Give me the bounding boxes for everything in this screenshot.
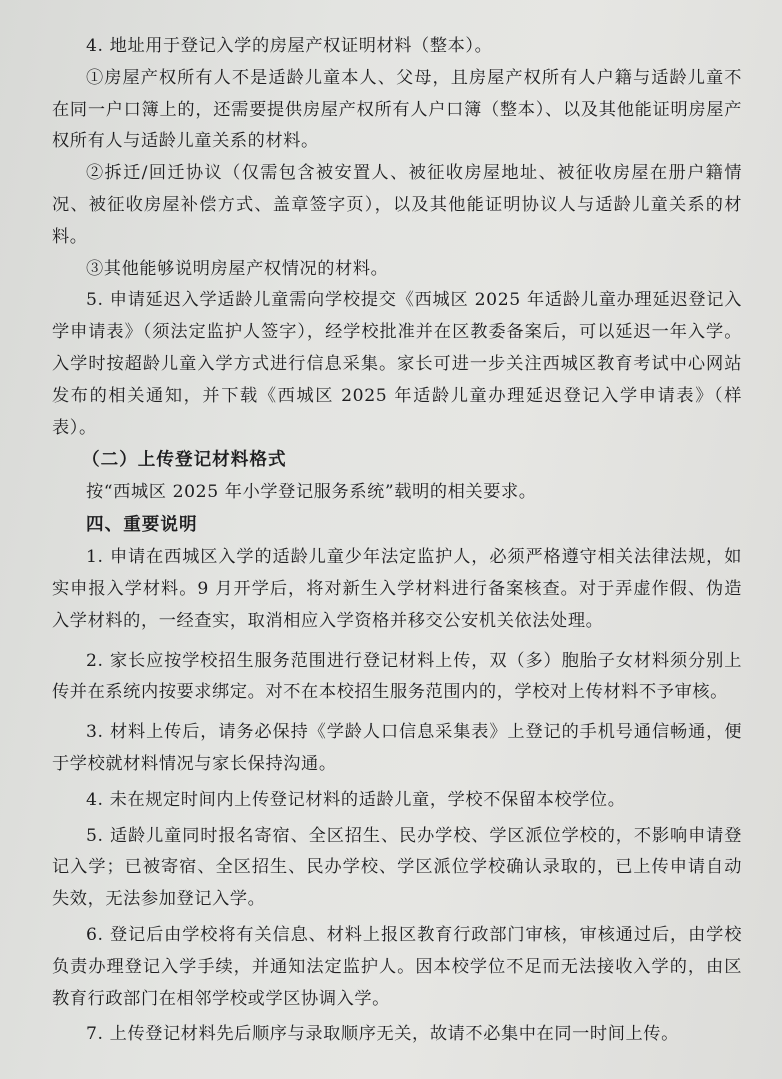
paragraph-relocation-agreement: ②拆迁/回迁协议（仅需包含被安置人、被征收房屋地址、被征收房屋在册户籍情况、被征收房屋补偿方式、盖章签字页），以及其他能证明协议人与适龄儿童关系的材料。: [52, 163, 742, 247]
paragraph-format-requirements: 按“西城区 2025 年小学登记服务系统”载明的相关要求。: [86, 482, 537, 503]
paragraph-note-7: 7. 上传登记材料先后顺序与录取顺序无关，故请不必集中在同一时间上传。: [86, 1024, 679, 1045]
paragraph-note-2: 2. 家长应按学校招生服务范围进行登记材料上传，双（多）胞胎子女材料须分别上传并在系统内按要求绑定。对不在本校招生服务范围内的，学校对上传材料不予审核。: [52, 650, 742, 703]
paragraph-item-4-address-proof: 4. 地址用于登记入学的房屋产权证明材料（整本）。: [86, 36, 493, 56]
paragraph-note-3: 3. 材料上传后，请务必保持《学龄人口信息采集表》上登记的手机号通信畅通，便于学校就材料情况与家长保持沟通。: [52, 722, 742, 774]
paragraph-note-6: 6. 登记后由学校将有关信息、材料上报区教育行政部门审核，审核通过后，由学校负责办理登记入学手续，并通知法定监护人。因本校学位不足而无法接收入学的，由区教育行政部门在相邻学校或学区协调入学。: [52, 924, 742, 1009]
paragraph-note-5: 5. 适龄儿童同时报名寄宿、全区招生、民办学校、学区派位学校的，不影响申请登记入学；已被寄宿、全区招生、民办学校、学区派位学校确认录取的，已上传申请自动失效，无法参加登记入学。: [52, 825, 742, 910]
paragraph-other-property-materials: ③其他能够说明房屋产权情况的材料。: [86, 258, 389, 279]
paragraph-note-4: 4. 未在规定时间内上传登记材料的适龄儿童，学校不保留本校学位。: [86, 789, 626, 810]
subheading-upload-format: （二）上传登记材料格式: [82, 450, 287, 471]
paragraph-property-owner-note: ①房屋产权所有人不是适龄儿童本人、父母，且房屋产权所有人户籍与适龄儿童不在同一户口簿上的，还需要提供房屋产权所有人户口簿（整本）、以及其他能证明房屋产权所有人与适龄儿童关系的材料。: [52, 67, 742, 152]
paragraph-note-1: 1. 申请在西城区入学的适龄儿童少年法定监护人，必须严格遵守相关法律法规，如实申报入学材料。9 月开学后，将对新生入学材料进行备案核查。对于弄虚作假、伪造入学材料的，一经查实，取消相应入学资格并移交公安机关依法处理。: [52, 547, 742, 631]
paragraph-item-5-delayed-enrollment: 5. 申请延迟入学适龄儿童需向学校提交《西城区 2025 年适龄儿童办理延迟登记入学申请表》（须法定监护人签字），经学校批准并在区教委备案后，可以延迟一年入学。入学时按超龄儿童入学方式进行信息采集。家长可进一步关注西城区教育考试中心网站发布的相关通知，并下载《西城区 2025 年适龄儿童办理延迟登记入学申请表》（样表）。: [52, 290, 742, 438]
section-heading-important-notes: 四、重要说明: [86, 515, 198, 536]
